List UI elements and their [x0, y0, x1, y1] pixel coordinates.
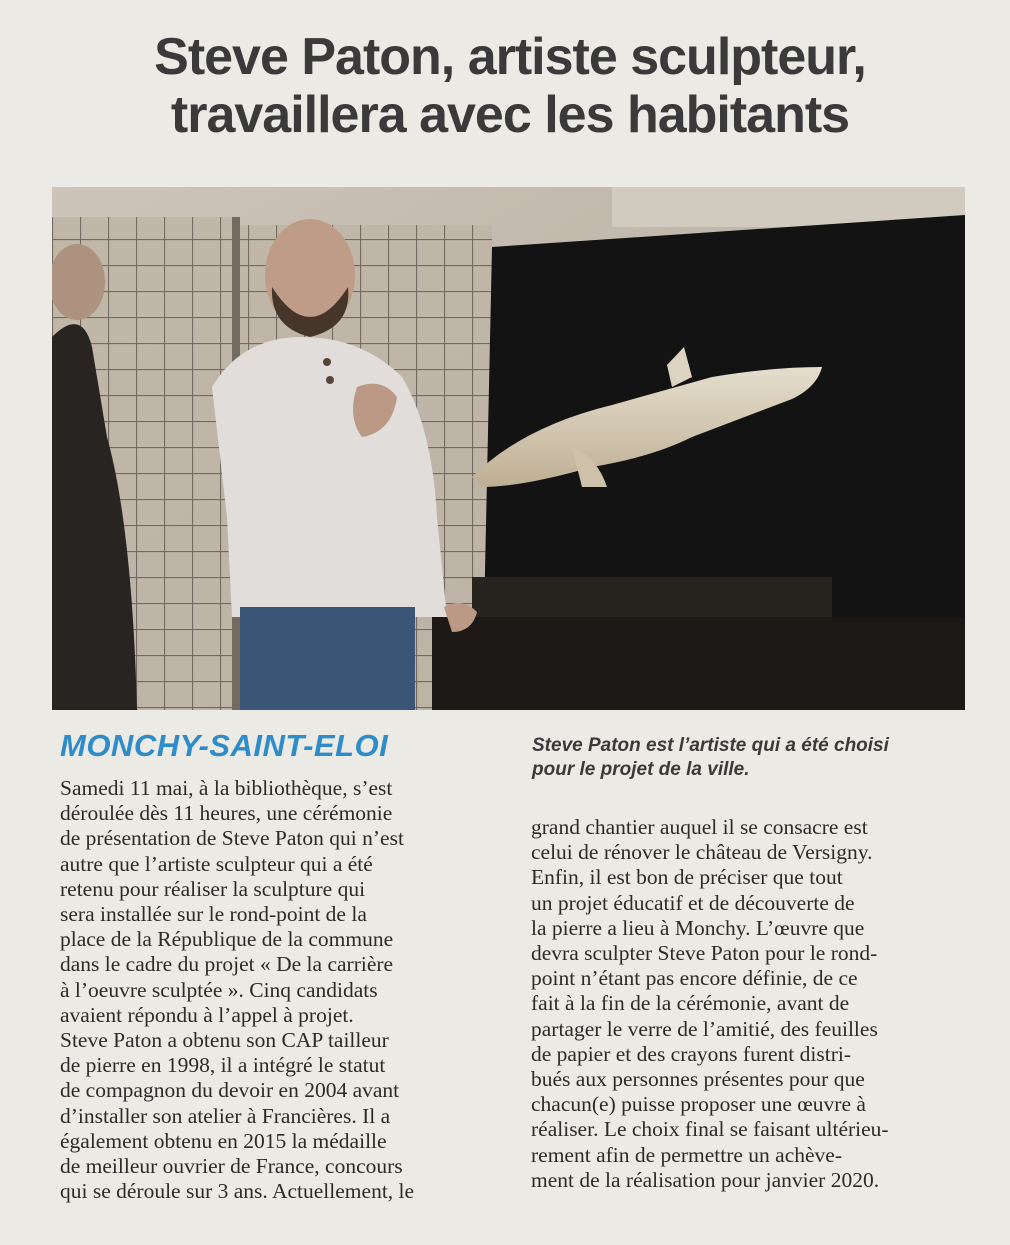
article-line: autre que l’artiste sculpteur qui a été [60, 851, 373, 876]
article-line: fait à la fin de la cérémonie, avant de [531, 991, 850, 1016]
article-line: chacun(e) puisse proposer une œuvre à [531, 1092, 866, 1117]
article-line: d’installer son atelier à Francières. Il a [60, 1103, 391, 1128]
article-line: avaient répondu à l’appel à projet. [60, 1002, 354, 1027]
article-line: de compagnon du devoir en 2004 avant [60, 1078, 400, 1103]
caption-line-2: pour le projet de la ville. [532, 759, 750, 780]
article-line: dans le cadre du projet « De la carrière [60, 952, 394, 977]
article-line: Steve Paton a obtenu son CAP tailleur [60, 1028, 389, 1053]
article-line: Enfin, il est bon de préciser que tout [531, 865, 843, 890]
headline-line-1: Steve Paton, artiste sculpteur, [154, 28, 866, 86]
article-line: de papier et des crayons furent distri- [531, 1041, 851, 1066]
article-line: de meilleur ouvrier de France, concours [60, 1154, 403, 1179]
article-line: retenu pour réaliser la sculpture qui [60, 876, 366, 901]
article-line: la pierre a lieu à Monchy. L’œuvre que [531, 915, 865, 940]
article-line: de pierre en 1998, il a intégré le statut [60, 1053, 386, 1078]
article-line: grand chantier auquel il se consacre est [531, 815, 868, 839]
article-column-left [60, 776, 502, 1204]
article-line: Samedi 11 mai, à la bibliothèque, s’est [60, 776, 393, 800]
article-line: rement afin de permettre un achève- [531, 1142, 842, 1167]
article-line: place de la République de la commune [60, 927, 394, 952]
article-column-right [531, 815, 973, 1193]
article-line: de présentation de Steve Paton qui n’est [60, 826, 404, 851]
headline [60, 28, 960, 144]
caption-line-1: Steve Paton est l’artiste qui a été choisi [532, 735, 889, 756]
location-heading: MONCHY-SAINT-ELOI [60, 728, 389, 763]
article-line: ment de la réalisation pour janvier 2020. [531, 1167, 880, 1192]
photo-caption [532, 734, 972, 782]
article-line: partager le verre de l’amitié, des feuilles [531, 1016, 878, 1041]
article-line: point n’étant pas encore définie, de ce [531, 966, 858, 991]
article-line: bués aux personnes présentes pour que [531, 1067, 865, 1092]
photo-sculptor-with-model-icon [52, 187, 965, 710]
article-line: à l’oeuvre sculptée ». Cinq candidats [60, 977, 378, 1002]
article-photo [52, 187, 965, 710]
article-line: qui se déroule sur 3 ans. Actuellement, le [60, 1179, 415, 1204]
article-line: réaliser. Le choix final se faisant ultérieu- [531, 1117, 889, 1142]
headline-line-2: travaillera avec les habitants [170, 86, 850, 144]
article-line: un projet éducatif et de découverte de [531, 890, 855, 915]
article-line: déroulée dès 11 heures, une cérémonie [60, 801, 393, 826]
article-line: également obtenu en 2015 la médaille [60, 1128, 387, 1153]
article-line: celui de rénover le château de Versigny. [531, 840, 873, 865]
article-line: sera installée sur le rond-point de la [60, 902, 367, 927]
article-line: devra sculpter Steve Paton pour le rond- [531, 941, 878, 966]
